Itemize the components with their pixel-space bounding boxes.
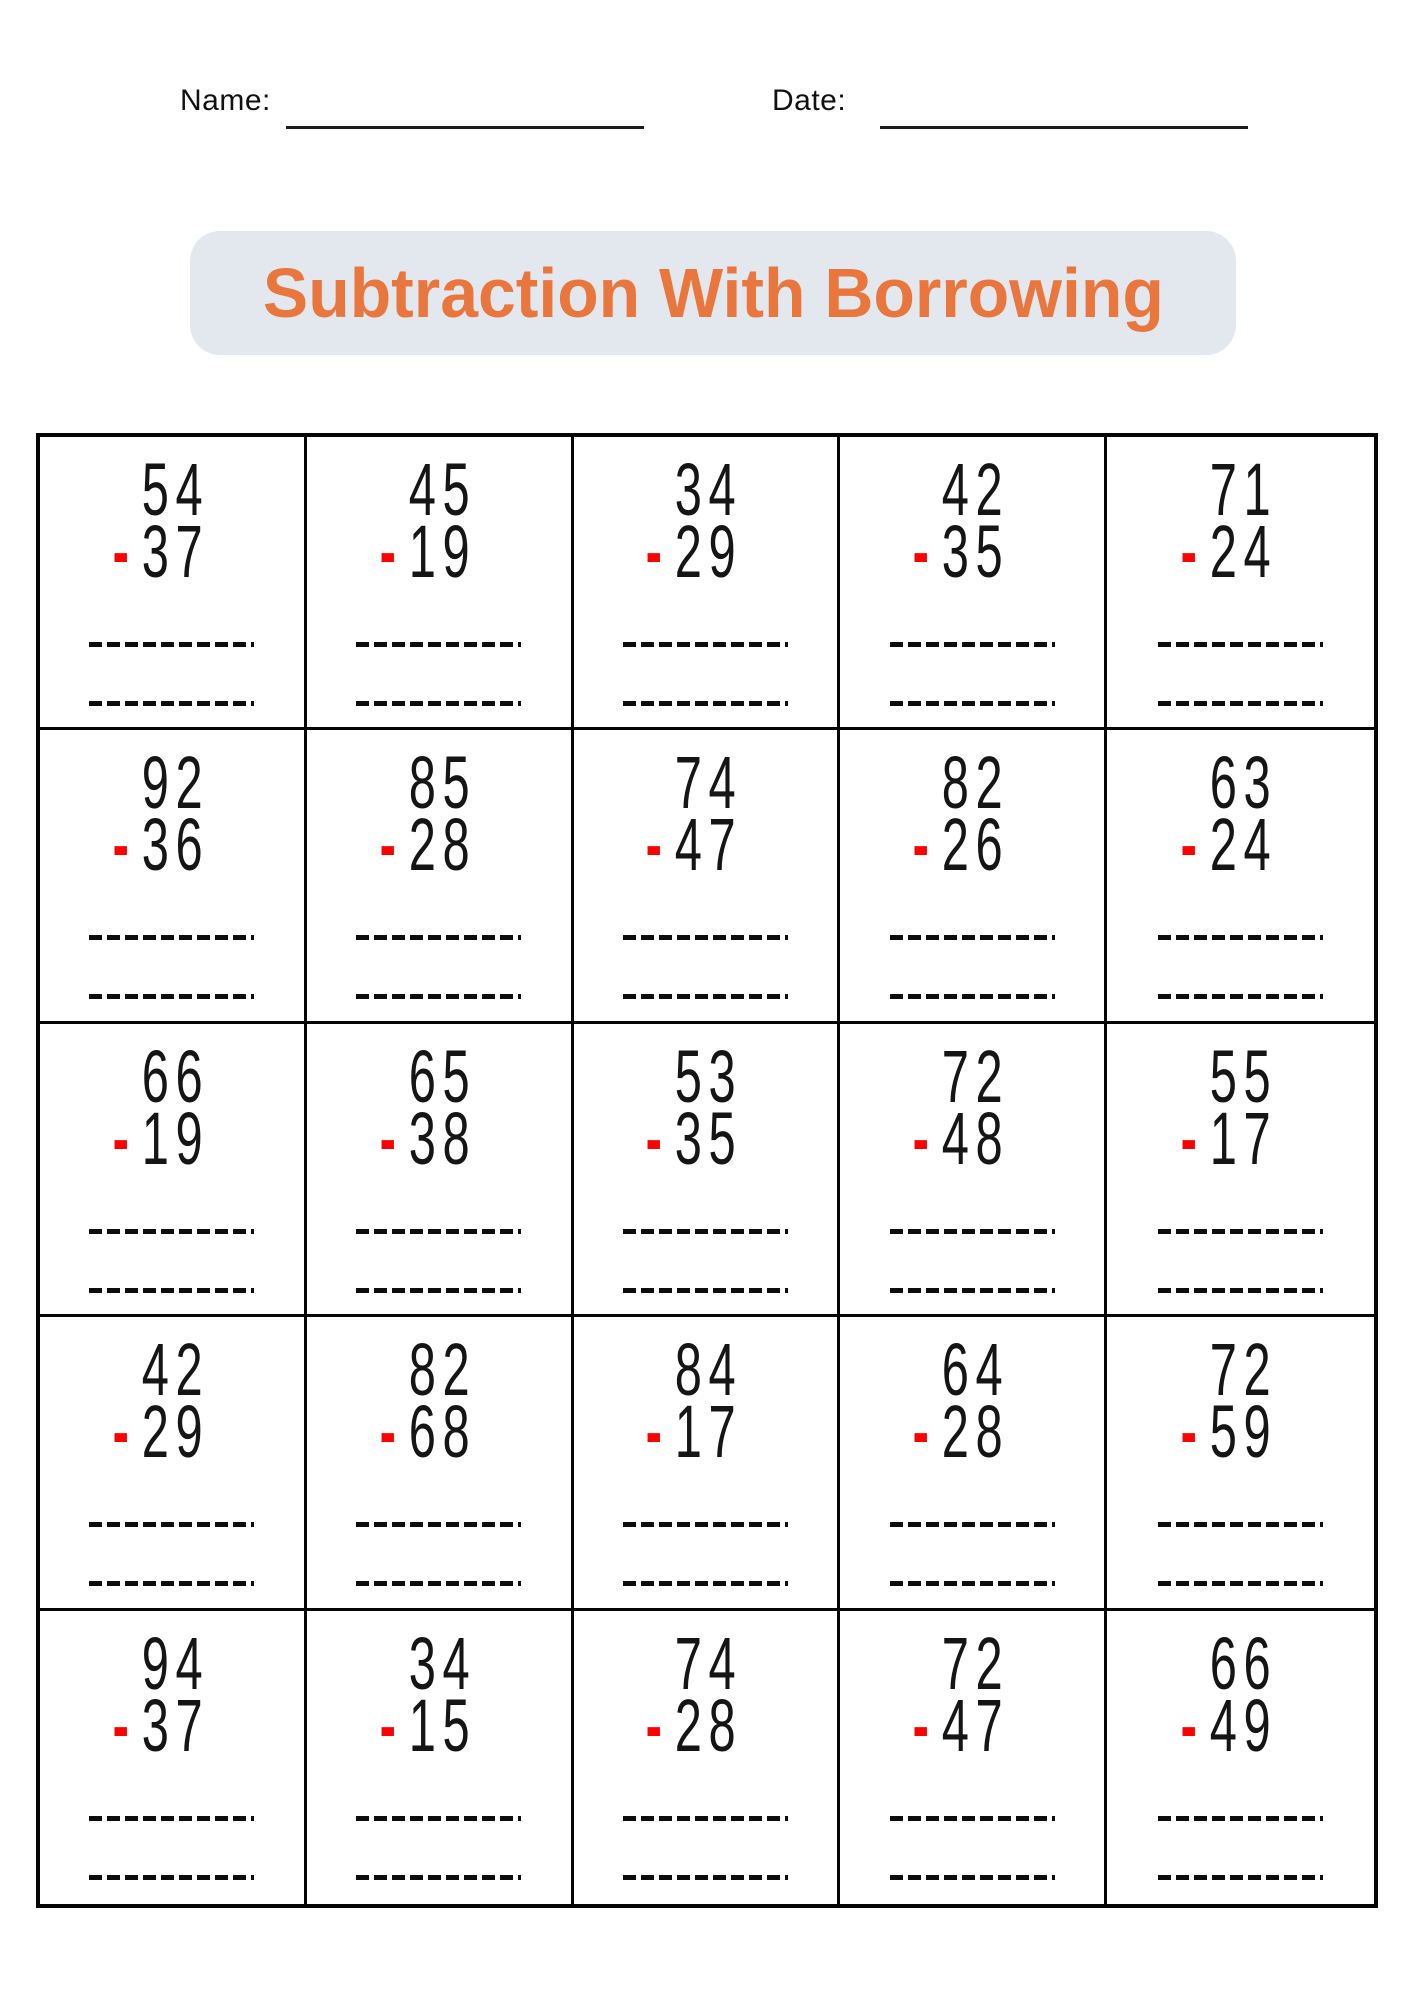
problem-numbers: [112, 1034, 209, 1180]
problem-numbers: [112, 448, 209, 593]
answer-line-2[interactable]: [1158, 1581, 1323, 1586]
answer-line-2[interactable]: [1158, 994, 1323, 999]
answer-line-1[interactable]: [1158, 1522, 1323, 1527]
problem-cell-10: [1107, 730, 1374, 1023]
problem-cell-18: [574, 1317, 841, 1610]
subtrahend-row: [112, 1096, 209, 1180]
problem-numbers: [1181, 741, 1278, 887]
answer-line-1[interactable]: [356, 642, 521, 647]
minus-icon: -: [379, 1390, 403, 1474]
answer-line-2[interactable]: [623, 994, 788, 999]
minuend: 66: [141, 1034, 209, 1118]
subtrahend: 49: [1210, 1683, 1278, 1767]
problem-numbers: [112, 741, 209, 887]
problem-numbers: [379, 1034, 476, 1180]
minuend: 82: [941, 741, 1010, 825]
subtrahend: 17: [675, 1390, 743, 1474]
problem-numbers: [1181, 1034, 1278, 1180]
subtrahend-row: [645, 510, 743, 593]
minus-icon: -: [912, 1683, 936, 1767]
minuend: 74: [675, 741, 743, 825]
answer-line-1[interactable]: [890, 1816, 1055, 1821]
minus-icon: -: [645, 1390, 669, 1474]
date-label: Date:: [772, 84, 847, 117]
answer-line-2[interactable]: [890, 1875, 1055, 1880]
subtrahend-row: [912, 1683, 1010, 1767]
answer-line-2[interactable]: [890, 994, 1055, 999]
problem-cell-2: [307, 437, 574, 730]
minus-icon: -: [645, 510, 669, 593]
subtrahend: 38: [408, 1096, 476, 1180]
problem-cell-9: [840, 730, 1107, 1023]
subtrahend: 24: [1210, 803, 1278, 887]
answer-line-2[interactable]: [356, 701, 521, 706]
subtrahend: 29: [141, 1390, 209, 1474]
subtrahend-row: [112, 1683, 209, 1767]
minus-icon: -: [112, 510, 136, 593]
minus-icon: -: [1181, 1096, 1204, 1180]
answer-line-2[interactable]: [623, 701, 788, 706]
answer-line-2[interactable]: [1158, 1875, 1323, 1880]
minus-icon: -: [112, 1096, 136, 1180]
answer-line-1[interactable]: [89, 1816, 254, 1821]
subtrahend-row: [1181, 1390, 1278, 1474]
subtrahend: 37: [141, 1683, 209, 1767]
subtrahend: 35: [675, 1096, 743, 1180]
minus-icon: -: [912, 1096, 936, 1180]
answer-line-2[interactable]: [356, 1581, 521, 1586]
subtrahend: 19: [141, 1096, 209, 1180]
minuend: 53: [675, 1034, 743, 1118]
subtrahend-row: [1181, 1683, 1278, 1767]
answer-line-2[interactable]: [890, 1581, 1055, 1586]
page-title: Subtraction With Borrowing: [262, 254, 1164, 332]
problem-numbers: [379, 741, 476, 887]
minuend: 85: [408, 741, 476, 825]
minuend: 55: [1210, 1034, 1278, 1118]
subtrahend: 35: [941, 510, 1010, 593]
subtrahend: 26: [941, 803, 1010, 887]
answer-line-2[interactable]: [623, 1288, 788, 1293]
answer-line-2[interactable]: [623, 1875, 788, 1880]
minuend: 71: [1210, 448, 1278, 531]
minus-icon: -: [1181, 1390, 1204, 1474]
answer-line-1[interactable]: [356, 1229, 521, 1234]
subtrahend-row: [912, 1096, 1010, 1180]
answer-line-2[interactable]: [1158, 701, 1323, 706]
problem-cell-23: [574, 1611, 841, 1904]
minuend: 66: [1210, 1621, 1278, 1705]
answer-line-2[interactable]: [89, 1288, 254, 1293]
problem-cell-13: [574, 1024, 841, 1317]
minus-icon: -: [1181, 510, 1204, 593]
answer-line-1[interactable]: [1158, 935, 1323, 940]
problem-cell-12: [307, 1024, 574, 1317]
minuend: 65: [408, 1034, 476, 1118]
problem-cell-14: [840, 1024, 1107, 1317]
answer-line-1[interactable]: [89, 1522, 254, 1527]
minuend: 72: [941, 1034, 1010, 1118]
answer-line-2[interactable]: [890, 1288, 1055, 1293]
minus-icon: -: [379, 803, 403, 887]
problem-numbers: [645, 1328, 743, 1474]
problem-cell-19: [840, 1317, 1107, 1610]
minus-icon: -: [645, 1683, 669, 1767]
problem-cell-5: [1107, 437, 1374, 730]
answer-line-2[interactable]: [356, 1288, 521, 1293]
minus-icon: -: [112, 1390, 136, 1474]
subtrahend: 29: [675, 510, 743, 593]
answer-line-1[interactable]: [623, 1816, 788, 1821]
minus-icon: -: [379, 1683, 403, 1767]
problem-cell-1: [40, 437, 307, 730]
answer-line-1[interactable]: [623, 1522, 788, 1527]
minus-icon: -: [1181, 803, 1204, 887]
answer-line-1[interactable]: [356, 935, 521, 940]
problem-cell-24: [840, 1611, 1107, 1904]
minuend: 82: [408, 1328, 476, 1412]
answer-line-1[interactable]: [623, 1229, 788, 1234]
subtrahend: 37: [141, 510, 209, 593]
subtrahend: 68: [408, 1390, 476, 1474]
problem-numbers: [1181, 1621, 1278, 1767]
answer-line-2[interactable]: [1158, 1288, 1323, 1293]
problem-numbers: [912, 1328, 1010, 1474]
problem-numbers: [912, 741, 1010, 887]
answer-line-1[interactable]: [89, 1229, 254, 1234]
problem-numbers: [645, 741, 743, 887]
minus-icon: -: [912, 803, 936, 887]
subtrahend: 28: [408, 803, 476, 887]
subtrahend-row: [1181, 1096, 1278, 1180]
answer-line-1[interactable]: [356, 1522, 521, 1527]
subtrahend-row: [912, 1390, 1010, 1474]
problem-numbers: [112, 1328, 209, 1474]
problems-grid: [36, 433, 1378, 1908]
minuend: 92: [141, 741, 209, 825]
problem-cell-8: [574, 730, 841, 1023]
problem-numbers: [379, 1621, 476, 1767]
answer-line-2[interactable]: [356, 994, 521, 999]
problem-numbers: [645, 448, 743, 593]
subtrahend-row: [1181, 510, 1278, 593]
problem-numbers: [112, 1621, 209, 1767]
subtrahend-row: [379, 803, 476, 887]
problem-numbers: [379, 448, 476, 593]
answer-line-1[interactable]: [1158, 1816, 1323, 1821]
problem-cell-25: [1107, 1611, 1374, 1904]
minus-icon: -: [379, 510, 403, 593]
subtrahend: 48: [941, 1096, 1010, 1180]
problem-numbers: [1181, 448, 1278, 593]
subtrahend-row: [645, 803, 743, 887]
problem-numbers: [1181, 1328, 1278, 1474]
minuend: 34: [408, 1621, 476, 1705]
answer-line-2[interactable]: [890, 701, 1055, 706]
minuend: 42: [941, 448, 1010, 531]
minus-icon: -: [112, 1683, 136, 1767]
subtrahend-row: [912, 510, 1010, 593]
subtrahend: 28: [675, 1683, 743, 1767]
problem-numbers: [379, 1328, 476, 1474]
minus-icon: -: [912, 510, 936, 593]
answer-line-1[interactable]: [623, 935, 788, 940]
minus-icon: -: [379, 1096, 403, 1180]
answer-line-1[interactable]: [890, 642, 1055, 647]
subtrahend-row: [645, 1096, 743, 1180]
minuend: 72: [1210, 1328, 1278, 1412]
subtrahend-row: [379, 510, 476, 593]
minuend: 34: [675, 448, 743, 531]
answer-line-1[interactable]: [890, 1522, 1055, 1527]
problem-cell-7: [307, 730, 574, 1023]
subtrahend: 19: [408, 510, 476, 593]
minuend: 64: [941, 1328, 1010, 1412]
subtrahend-row: [379, 1390, 476, 1474]
minus-icon: -: [645, 1096, 669, 1180]
problem-numbers: [645, 1034, 743, 1180]
problem-cell-3: [574, 437, 841, 730]
answer-line-1[interactable]: [890, 1229, 1055, 1234]
subtrahend-row: [645, 1390, 743, 1474]
problem-cell-4: [840, 437, 1107, 730]
answer-line-2[interactable]: [89, 1875, 254, 1880]
answer-line-1[interactable]: [1158, 642, 1323, 647]
problem-numbers: [912, 1621, 1010, 1767]
subtrahend: 15: [408, 1683, 476, 1767]
name-label: Name:: [180, 84, 271, 117]
answer-line-1[interactable]: [356, 1816, 521, 1821]
problem-cell-16: [40, 1317, 307, 1610]
minuend: 94: [141, 1621, 209, 1705]
title-banner: [190, 231, 1236, 355]
subtrahend-row: [112, 803, 209, 887]
subtrahend: 36: [141, 803, 209, 887]
subtrahend: 17: [1210, 1096, 1278, 1180]
minuend: 84: [675, 1328, 743, 1412]
problem-cell-6: [40, 730, 307, 1023]
subtrahend-row: [112, 510, 209, 593]
subtrahend: 47: [941, 1683, 1010, 1767]
subtrahend: 59: [1210, 1390, 1278, 1474]
answer-line-2[interactable]: [89, 701, 254, 706]
answer-line-1[interactable]: [89, 935, 254, 940]
minus-icon: -: [645, 803, 669, 887]
problem-cell-11: [40, 1024, 307, 1317]
answer-line-2[interactable]: [89, 994, 254, 999]
problem-numbers: [912, 448, 1010, 593]
problem-cell-22: [307, 1611, 574, 1904]
subtrahend-row: [1181, 803, 1278, 887]
subtrahend-row: [379, 1096, 476, 1180]
minuend: 63: [1210, 741, 1278, 825]
minuend: 45: [408, 448, 476, 531]
subtrahend-row: [379, 1683, 476, 1767]
minuend: 54: [141, 448, 209, 531]
answer-line-1[interactable]: [89, 642, 254, 647]
minuend: 42: [141, 1328, 209, 1412]
problem-cell-20: [1107, 1317, 1374, 1610]
subtrahend: 28: [941, 1390, 1010, 1474]
problem-cell-17: [307, 1317, 574, 1610]
answer-line-2[interactable]: [356, 1875, 521, 1880]
answer-line-1[interactable]: [623, 642, 788, 647]
subtrahend-row: [645, 1683, 743, 1767]
answer-line-2[interactable]: [623, 1581, 788, 1586]
subtrahend-row: [112, 1390, 209, 1474]
minus-icon: -: [1181, 1683, 1204, 1767]
problem-cell-15: [1107, 1024, 1374, 1317]
answer-line-1[interactable]: [890, 935, 1055, 940]
minuend: 74: [675, 1621, 743, 1705]
subtrahend: 47: [675, 803, 743, 887]
minuend: 72: [941, 1621, 1010, 1705]
minus-icon: -: [912, 1390, 936, 1474]
answer-line-2[interactable]: [89, 1581, 254, 1586]
date-input-line[interactable]: [880, 96, 1248, 129]
name-input-line[interactable]: [286, 96, 644, 129]
answer-line-1[interactable]: [1158, 1229, 1323, 1234]
problem-cell-21: [40, 1611, 307, 1904]
minus-icon: -: [112, 803, 136, 887]
subtrahend-row: [912, 803, 1010, 887]
problem-numbers: [645, 1621, 743, 1767]
problem-numbers: [912, 1034, 1010, 1180]
subtrahend: 24: [1210, 510, 1278, 593]
